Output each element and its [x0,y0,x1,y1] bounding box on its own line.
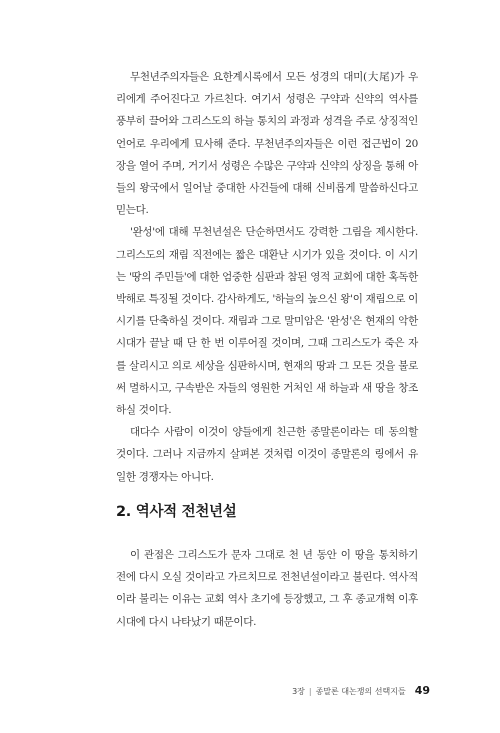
paragraph-3: 대다수 사람이 이것이 양들에게 친근한 종말론이라는 데 동의할 것이다. 그러나 지금까지 살펴본 것처럼 이것이 종말론의 링에서 유일한 경쟁자는 아니다. [116,426,418,483]
footer-chapter: 3장 [292,687,305,696]
paragraph-1: 무천년주의자들은 요한계시록에서 모든 성경의 대미(大尾)가 우리에게 주어진다고 가르친다. 여기서 성령은 구약과 신약의 역사를 풍부히 끌어와 그리스도의 하늘 통치의 과정과 성격을 주로 상징적인 언어로 우리에게 묘사해 준다. 무천년주의자들은 이런 접근법이 20장을 열어 주며, 거기서 성령은 수많은 구약과 신약의 상징을 통해 아들의 왕국에서 일어날 중대한 사건들에 대해 신비롭게 말씀하신다고 믿는다. [116,71,418,217]
page-number: 49 [414,684,430,697]
section-2-body [116,544,418,633]
running-footer [292,684,430,697]
paragraph-4: 이 관점은 그리스도가 문자 그대로 천 년 동안 이 땅을 통치하기 전에 다시 오실 것이라고 가르치므로 전천년설이라고 불린다. 역사적이라 불리는 이유는 교회 역사 초기에 등장했고, 그 후 종교개혁 이후 시대에 다시 나타났기 때문이다. [116,549,418,628]
section-heading: 2. 역사적 전천년설 [116,504,237,520]
footer-separator: | [308,687,312,696]
section-1-body [116,66,418,488]
footer-chapter-title: 종말론 대논쟁의 선택지들 [315,687,406,696]
paragraph-2: '완성'에 대해 무천년설은 단순하면서도 강력한 그림을 제시한다. 그리스도의 재림 직전에는 짧은 대환난 시기가 있을 것이다. 이 시기는 '땅의 주민들'에 대한 엄중한 심판과 참된 영적 교회에 대한 혹독한 박해로 특징될 것이다. 감사하게도, '하늘의 높으신 왕'이 재림으로 이 시기를 단축하실 것이다. 재림과 그로 말미암은 '완성'은 현재의 악한 시대가 끝날 때 단 한 번 이루어질 것이며, 그때 그리스도가 죽은 자를 살리시고 의로 세상을 심판하시며, 현재의 땅과 그 모든 것을 불로써 멸하시고, 구속받은 자들의 영원한 거처인 새 하늘과 새 땅을 창조하실 것이다. [116,226,418,417]
